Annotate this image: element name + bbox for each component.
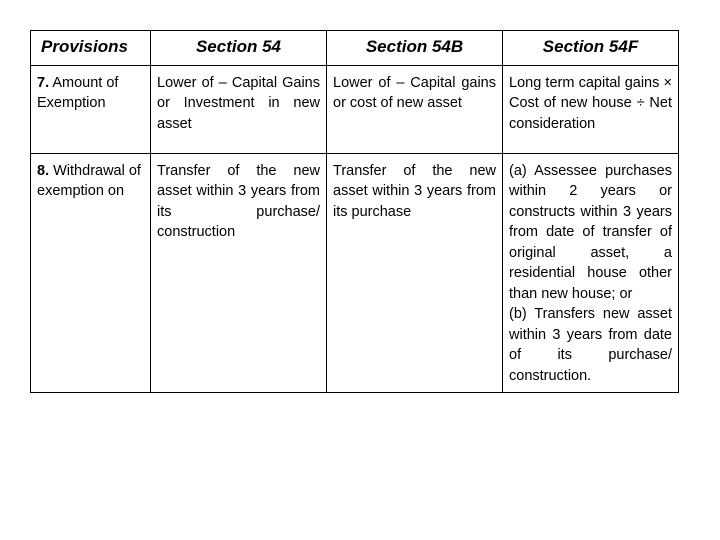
- condition-b: (b) Transfers new asset within 3 years from date of its purchase/ construction.: [509, 306, 672, 384]
- provision-number: 7.: [37, 74, 50, 91]
- table-row: [31, 153, 679, 393]
- header-row: [31, 31, 679, 66]
- section-54-cell: Lower of – Capital Gains or Investment in new asset: [151, 65, 327, 153]
- section-54b-cell: Transfer of the new asset within 3 years from its purchase: [327, 153, 503, 393]
- provision-label: Amount of Exemption: [37, 74, 119, 111]
- provision-label: Withdrawal of exemption on: [37, 162, 141, 199]
- header-provisions: Provisions: [31, 31, 151, 66]
- provision-number: 8.: [37, 162, 50, 179]
- provision-cell: [31, 65, 151, 153]
- table-row: [31, 65, 679, 153]
- comparison-table: [30, 30, 679, 393]
- section-54-cell: Transfer of the new asset within 3 years from its purchase/ construction: [151, 153, 327, 393]
- section-54f-cell: [503, 153, 679, 393]
- header-section-54f: Section 54F: [503, 31, 679, 66]
- header-section-54: Section 54: [151, 31, 327, 66]
- section-54f-cell: Long term capital gains × Cost of new house ÷ Net consideration: [503, 65, 679, 153]
- header-section-54b: Section 54B: [327, 31, 503, 66]
- provision-cell: [31, 153, 151, 393]
- section-54b-cell: Lower of – Capital gains or cost of new asset: [327, 65, 503, 153]
- condition-a: (a) Assessee purchases within 2 years or constructs within 3 years from date of transfer of original asset, a residential house other than new house; or: [509, 162, 672, 302]
